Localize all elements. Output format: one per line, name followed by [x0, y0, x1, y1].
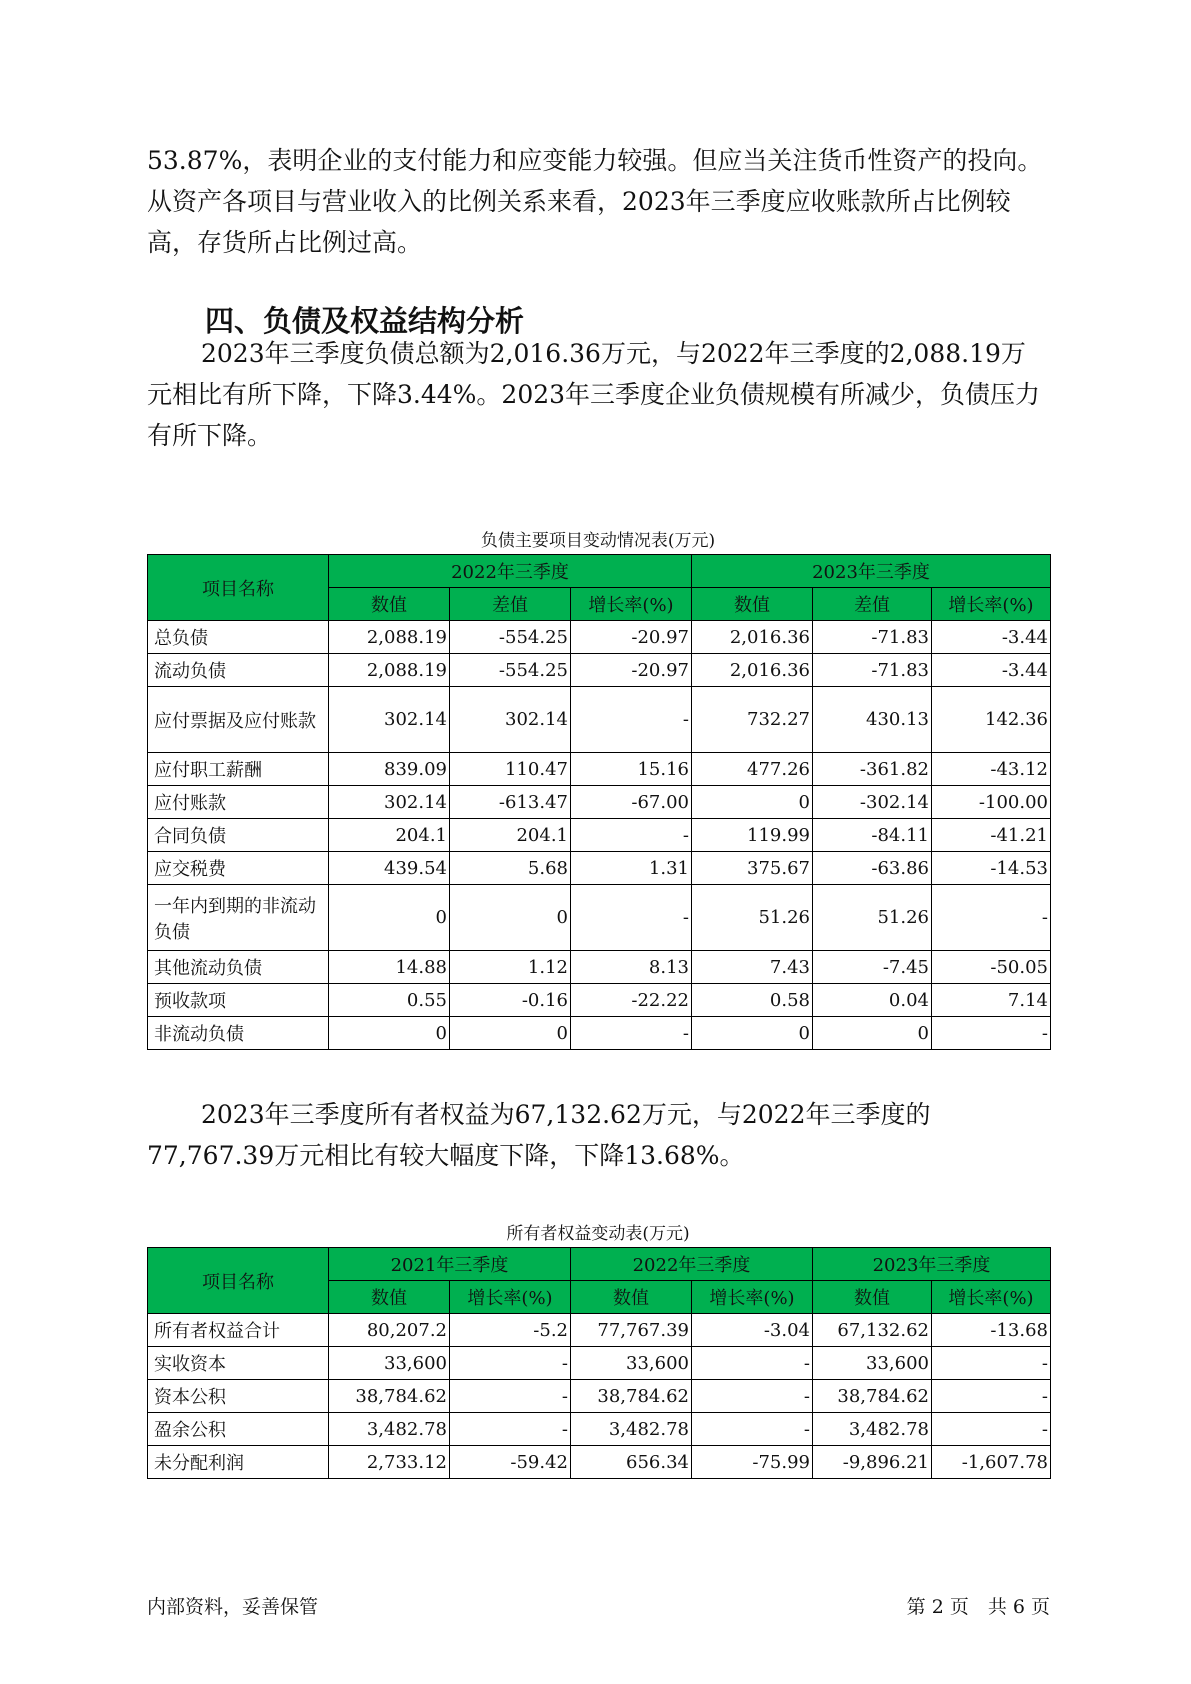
table-cell: 0: [329, 885, 450, 951]
row-label: 应付职工薪酬: [148, 753, 329, 786]
table-row: [148, 852, 1051, 885]
table-cell: -: [571, 1017, 692, 1050]
column-header: 数值: [571, 1281, 692, 1314]
column-header: 差值: [813, 588, 932, 621]
table-cell: 110.47: [450, 753, 571, 786]
table-cell: 38,784.62: [571, 1380, 692, 1413]
table-cell: 77,767.39: [571, 1314, 692, 1347]
table-cell: 302.14: [329, 687, 450, 753]
table-cell: -: [571, 885, 692, 951]
table-cell: 7.43: [692, 951, 813, 984]
table-row: [148, 819, 1051, 852]
page-number: 第 2 页 共 6 页: [906, 1596, 1050, 1618]
table-row: [148, 753, 1051, 786]
table-cell: 2,016.36: [692, 654, 813, 687]
table-cell: 1.12: [450, 951, 571, 984]
table-cell: 5.68: [450, 852, 571, 885]
table-cell: 33,600: [571, 1347, 692, 1380]
table-cell: 51.26: [692, 885, 813, 951]
table-cell: 2,088.19: [329, 621, 450, 654]
table-cell: -: [571, 819, 692, 852]
row-label: 应交税费: [148, 852, 329, 885]
table-cell: 0: [813, 1017, 932, 1050]
footer-confidential-note: 内部资料，妥善保管: [147, 1596, 319, 1618]
table-cell: -: [692, 1413, 813, 1446]
row-label: 应付账款: [148, 786, 329, 819]
table-cell: 3,482.78: [329, 1413, 450, 1446]
table-cell: 0.58: [692, 984, 813, 1017]
table-cell: -: [450, 1347, 571, 1380]
table-cell: 33,600: [329, 1347, 450, 1380]
table-cell: 2,016.36: [692, 621, 813, 654]
table-cell: -361.82: [813, 753, 932, 786]
table-cell: -: [450, 1413, 571, 1446]
table-cell: -71.83: [813, 621, 932, 654]
table-cell: 15.16: [571, 753, 692, 786]
table-cell: -554.25: [450, 621, 571, 654]
table-cell: 38,784.62: [329, 1380, 450, 1413]
row-label: 实收资本: [148, 1347, 329, 1380]
table-cell: 0: [450, 1017, 571, 1050]
row-label: 所有者权益合计: [148, 1314, 329, 1347]
period-header: 2023年三季度: [813, 1248, 1051, 1281]
table-cell: 14.88: [329, 951, 450, 984]
table-cell: -: [692, 1347, 813, 1380]
table-cell: -7.45: [813, 951, 932, 984]
row-label: 其他流动负债: [148, 951, 329, 984]
table-cell: 2,088.19: [329, 654, 450, 687]
table-row: [148, 1413, 1051, 1446]
row-label: 预收款项: [148, 984, 329, 1017]
table-cell: -84.11: [813, 819, 932, 852]
table-cell: 7.14: [932, 984, 1051, 1017]
table-row: [148, 951, 1051, 984]
table-row: [148, 1347, 1051, 1380]
column-header: 数值: [813, 1281, 932, 1314]
liability-table: [147, 554, 1051, 1050]
table-cell: 439.54: [329, 852, 450, 885]
table-cell: -13.68: [932, 1314, 1051, 1347]
table-row: [148, 1380, 1051, 1413]
table-cell: 430.13: [813, 687, 932, 753]
table-cell: 477.26: [692, 753, 813, 786]
table-cell: -302.14: [813, 786, 932, 819]
row-label: 资本公积: [148, 1380, 329, 1413]
table-cell: -67.00: [571, 786, 692, 819]
row-label: 应付票据及应付账款: [148, 687, 329, 753]
table-cell: -: [932, 885, 1051, 951]
column-header: 数值: [329, 1281, 450, 1314]
table-cell: 204.1: [329, 819, 450, 852]
column-header: 数值: [329, 588, 450, 621]
period-header: 2022年三季度: [329, 555, 692, 588]
table-cell: -9,896.21: [813, 1446, 932, 1479]
row-label: 未分配利润: [148, 1446, 329, 1479]
table-cell: -41.21: [932, 819, 1051, 852]
table-cell: -1,607.78: [932, 1446, 1051, 1479]
row-label: 总负债: [148, 621, 329, 654]
table-row: [148, 885, 1051, 951]
table-cell: 38,784.62: [813, 1380, 932, 1413]
row-label: 非流动负债: [148, 1017, 329, 1050]
table-row: [148, 786, 1051, 819]
table-cell: 3,482.78: [813, 1413, 932, 1446]
table-cell: -: [692, 1380, 813, 1413]
column-header: 增长率(%): [692, 1281, 813, 1314]
table-cell: 119.99: [692, 819, 813, 852]
section-heading: 四、负债及权益结构分析: [205, 304, 525, 338]
table-cell: 204.1: [450, 819, 571, 852]
table-cell: -: [932, 1380, 1051, 1413]
table-row: [148, 1017, 1051, 1050]
table-cell: 302.14: [329, 786, 450, 819]
row-label: 合同负债: [148, 819, 329, 852]
table-cell: -3.44: [932, 621, 1051, 654]
row-label: 流动负债: [148, 654, 329, 687]
column-header: 数值: [692, 588, 813, 621]
table-cell: 0: [692, 786, 813, 819]
table-cell: -5.2: [450, 1314, 571, 1347]
table-cell: -: [932, 1017, 1051, 1050]
table-cell: 0: [450, 885, 571, 951]
table-cell: -59.42: [450, 1446, 571, 1479]
table-cell: 142.36: [932, 687, 1051, 753]
table-cell: -3.04: [692, 1314, 813, 1347]
table-cell: -: [450, 1380, 571, 1413]
period-header: 2023年三季度: [692, 555, 1051, 588]
table-cell: 33,600: [813, 1347, 932, 1380]
table-cell: -0.16: [450, 984, 571, 1017]
table-row: [148, 1314, 1051, 1347]
table-cell: 0: [329, 1017, 450, 1050]
table-cell: -: [932, 1413, 1051, 1446]
table-cell: -63.86: [813, 852, 932, 885]
item-name-header: 项目名称: [148, 1248, 329, 1314]
column-header: 增长率(%): [571, 588, 692, 621]
period-header: 2022年三季度: [571, 1248, 813, 1281]
table-cell: -22.22: [571, 984, 692, 1017]
table-cell: -: [571, 687, 692, 753]
liability-table-caption: 负债主要项目变动情况表(万元): [480, 531, 716, 551]
table-cell: 0.55: [329, 984, 450, 1017]
table-cell: -554.25: [450, 654, 571, 687]
table-cell: -71.83: [813, 654, 932, 687]
table-cell: 732.27: [692, 687, 813, 753]
table-row: [148, 654, 1051, 687]
table-cell: 0.04: [813, 984, 932, 1017]
intro-paragraph: 53.87%，表明企业的支付能力和应变能力较强。但应当关注货币性资产的投向。从资产各项目与营业收入的比例关系来看，2023年三季度应收账款所占比例较高，存货所占比例过高。: [147, 146, 1043, 257]
table-cell: 302.14: [450, 687, 571, 753]
row-label: 盈余公积: [148, 1413, 329, 1446]
table-cell: 839.09: [329, 753, 450, 786]
table-cell: 0: [692, 1017, 813, 1050]
table-cell: -20.97: [571, 621, 692, 654]
table-row: [148, 984, 1051, 1017]
item-name-header: 项目名称: [148, 555, 329, 621]
table-cell: -20.97: [571, 654, 692, 687]
table-row: [148, 621, 1051, 654]
table-row: [148, 1446, 1051, 1479]
table-row: [148, 687, 1051, 753]
table-cell: -14.53: [932, 852, 1051, 885]
table-cell: 51.26: [813, 885, 932, 951]
column-header: 增长率(%): [932, 1281, 1051, 1314]
table-cell: 375.67: [692, 852, 813, 885]
table-cell: 2,733.12: [329, 1446, 450, 1479]
period-header: 2021年三季度: [329, 1248, 571, 1281]
column-header: 差值: [450, 588, 571, 621]
table-cell: -100.00: [932, 786, 1051, 819]
table-cell: 67,132.62: [813, 1314, 932, 1347]
table-cell: 8.13: [571, 951, 692, 984]
table-cell: -613.47: [450, 786, 571, 819]
column-header: 增长率(%): [450, 1281, 571, 1314]
table-cell: 656.34: [571, 1446, 692, 1479]
table-cell: 3,482.78: [571, 1413, 692, 1446]
column-header: 增长率(%): [932, 588, 1051, 621]
liability-paragraph: 2023年三季度负债总额为2,016.36万元，与2022年三季度的2,088.19万元相比有所下降，下降3.44%。2023年三季度企业负债规模有所减少，负债压力有所下降。: [147, 339, 1041, 450]
table-cell: -3.44: [932, 654, 1051, 687]
equity-table-caption: 所有者权益变动表(万元): [506, 1224, 690, 1244]
table-cell: -: [932, 1347, 1051, 1380]
table-cell: 1.31: [571, 852, 692, 885]
table-cell: 80,207.2: [329, 1314, 450, 1347]
table-cell: -43.12: [932, 753, 1051, 786]
row-label: 一年内到期的非流动负债: [148, 885, 329, 951]
table-cell: -50.05: [932, 951, 1051, 984]
equity-paragraph: 2023年三季度所有者权益为67,132.62万元，与2022年三季度的77,767.39万元相比有较大幅度下降，下降13.68%。: [147, 1100, 931, 1170]
table-cell: -75.99: [692, 1446, 813, 1479]
equity-table: [147, 1247, 1051, 1479]
